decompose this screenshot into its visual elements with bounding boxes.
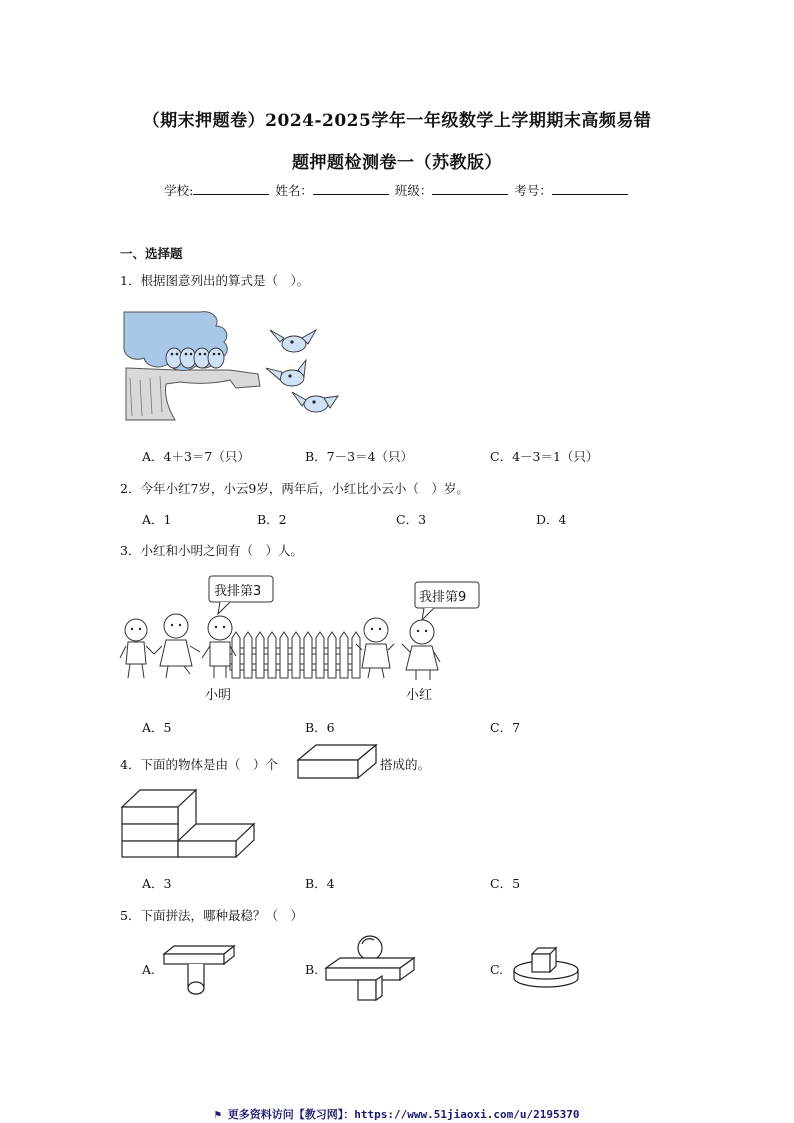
question-1-text: 1．根据图意列出的算式是（ ）。 [120, 273, 310, 288]
question-4-option-b[interactable]: B．4 [305, 876, 335, 891]
question-4-text-after: 搭成的。 [380, 757, 431, 772]
speech-bubble-xiaoming: 我排第3 [214, 584, 262, 599]
question-2-text: 2．今年小红7岁，小云9岁，两年后，小红比小云小（ ）岁。 [120, 481, 469, 496]
question-3-option-b[interactable]: B．6 [305, 720, 335, 735]
question-4-text-before: 4．下面的物体是由（ ）个 [120, 757, 278, 772]
page-title-line-1: （期末押题卷）2024-2025学年一年级数学上学期期末高频易错 [142, 111, 652, 131]
flag-icon: ⚑ [214, 1108, 222, 1121]
class-blank[interactable] [432, 182, 508, 195]
question-1-option-a[interactable]: A．4＋3＝7（只） [142, 449, 250, 464]
option-b-ball-on-slab [324, 934, 416, 1004]
student-info-line [0, 181, 794, 199]
name-label-xiaohong: 小红 [406, 688, 433, 703]
question-4-option-a[interactable]: A．3 [142, 876, 172, 891]
question-2-option-a[interactable]: A．1 [142, 512, 172, 527]
school-label: 学校: [164, 183, 194, 198]
question-2-option-d[interactable]: D．4 [536, 512, 567, 527]
question-5-option-a-label[interactable]: A. [142, 962, 156, 977]
single-block-icon [296, 744, 380, 780]
option-c-cube-on-disc [510, 944, 582, 990]
question-3-text: 3．小红和小明之间有（ ）人。 [120, 543, 303, 558]
question-1-option-b[interactable]: B．7－3＝4（只） [305, 449, 414, 464]
footer-text: 更多资料访问【教习网】：https://www.51jiaoxi.com/u/2195370 [227, 1108, 580, 1121]
stacked-blocks-illustration [120, 788, 260, 860]
question-4-option-c[interactable]: C．5 [490, 876, 521, 891]
question-2-option-b[interactable]: B．2 [257, 512, 287, 527]
question-2-option-c[interactable]: C．3 [396, 512, 427, 527]
question-5-text: 5．下面拼法，哪种最稳？（ ） [120, 908, 303, 923]
question-3-option-a[interactable]: A．5 [142, 720, 172, 735]
question-1-option-c[interactable]: C．4－3＝1（只） [490, 449, 599, 464]
section-heading: 一、选择题 [120, 246, 183, 261]
speech-bubble-xiaohong: 我排第9 [419, 590, 467, 605]
exam-number-blank[interactable] [552, 182, 628, 195]
name-label: 姓名： [275, 183, 313, 198]
footer-link[interactable] [0, 1106, 794, 1122]
question-5-option-c-label[interactable]: C. [490, 962, 504, 977]
exam-number-label: 考号： [514, 183, 552, 198]
question-3-option-c[interactable]: C．7 [490, 720, 521, 735]
question-5-option-b-label[interactable]: B. [305, 962, 319, 977]
tree-birds-illustration [120, 308, 345, 426]
name-blank[interactable] [313, 182, 389, 195]
school-blank[interactable] [193, 182, 269, 195]
page-title-line-2: 题押题检测卷一（苏教版） [292, 153, 502, 173]
class-label: 班级： [394, 183, 433, 198]
option-a-block-on-cylinder [160, 944, 238, 998]
name-label-xiaoming: 小明 [205, 688, 232, 703]
